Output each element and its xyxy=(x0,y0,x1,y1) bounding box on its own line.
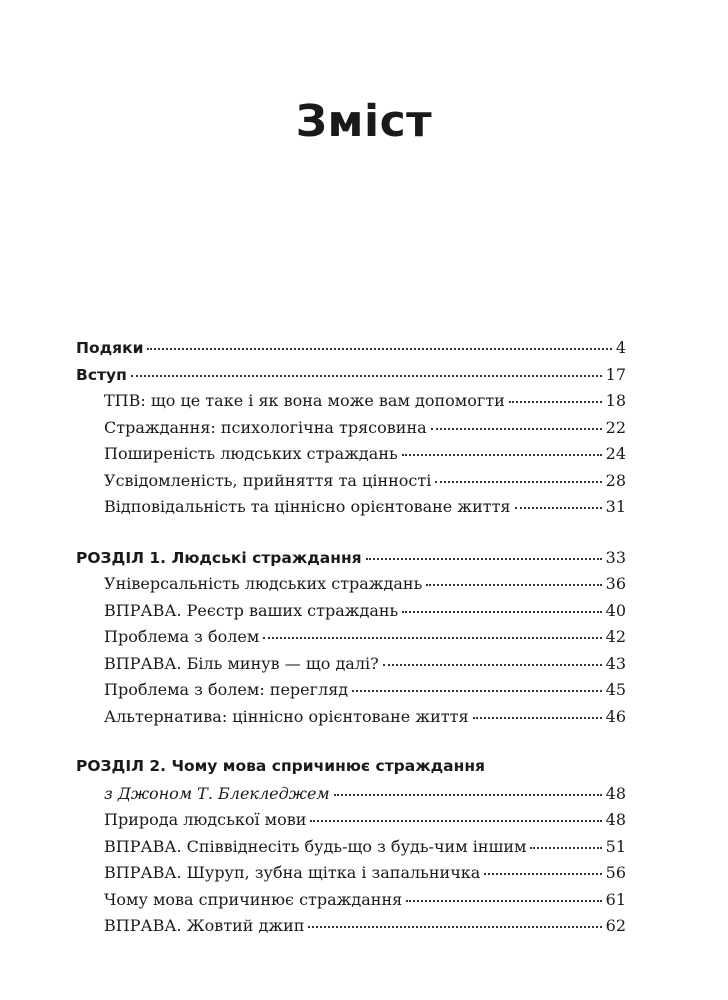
toc-section xyxy=(76,757,626,943)
toc-entry-title: Вступ xyxy=(76,365,127,384)
toc-page-number: 17 xyxy=(605,364,626,384)
toc-page-number: 18 xyxy=(605,391,626,410)
toc-subentry[interactable] xyxy=(76,837,626,864)
toc-subentry[interactable] xyxy=(76,391,626,418)
toc-chapter-entry[interactable] xyxy=(76,365,626,392)
dot-leader xyxy=(308,920,601,928)
toc-section xyxy=(76,548,626,734)
toc-chapter-entry[interactable] xyxy=(76,338,626,365)
dot-leader xyxy=(431,422,602,430)
dot-leader xyxy=(484,867,601,875)
toc-page-number: 43 xyxy=(605,653,626,673)
toc-subentry[interactable] xyxy=(76,810,626,837)
dot-leader xyxy=(334,788,602,796)
dot-leader xyxy=(366,552,602,560)
toc-page-number: 56 xyxy=(605,863,626,882)
toc-entry-title: Страждання: психологічна трясовина xyxy=(104,417,427,437)
toc-subentry[interactable] xyxy=(76,497,626,524)
toc-entry-title: ВПРАВА. Реєстр ваших страждань xyxy=(104,600,399,620)
dot-leader xyxy=(131,369,602,377)
toc-entry-title: Усвідомленість, прийняття та цінності xyxy=(104,470,432,490)
toc-subentry[interactable] xyxy=(76,680,626,707)
toc-entry-title: РОЗДІЛ 1. Людські страждання xyxy=(76,548,362,567)
dot-leader xyxy=(515,501,602,509)
toc-subentry[interactable] xyxy=(76,574,626,601)
toc-page-number: 46 xyxy=(605,706,626,726)
page-title: Зміст xyxy=(295,96,433,147)
toc-entry-title: ВПРАВА. Співвіднесіть будь-що з будь-чим іншим xyxy=(104,836,527,856)
dot-leader xyxy=(435,475,601,483)
toc-entry-title: ТПВ: що це таке і як вона може вам допомогти xyxy=(104,391,505,410)
toc-entry-title: Проблема з болем xyxy=(104,627,260,646)
toc-entry-title: РОЗДІЛ 2. Чому мова спричинює страждання xyxy=(76,757,486,775)
toc-entry-title: Чому мова спричинює страждання xyxy=(104,889,403,909)
toc-page-number: 45 xyxy=(605,680,626,699)
toc-entry-title: Універсальність людських страждань xyxy=(104,574,423,593)
toc-entry-title: Поширеність людських страждань xyxy=(104,444,398,463)
table-of-contents xyxy=(76,338,626,943)
toc-page-number: 62 xyxy=(605,916,626,935)
toc-subentry[interactable] xyxy=(76,601,626,628)
toc-subentry[interactable] xyxy=(76,707,626,734)
toc-page-number: 33 xyxy=(605,547,626,567)
toc-entry-title: Проблема з болем: перегляд xyxy=(104,680,349,699)
dot-leader xyxy=(473,711,602,719)
toc-entry-title: ВПРАВА. Шуруп, зубна щітка і запальничка xyxy=(104,863,481,882)
toc-subentry[interactable] xyxy=(76,784,626,811)
dot-leader xyxy=(509,395,602,403)
toc-page-number: 51 xyxy=(605,836,626,856)
toc-page-number: 31 xyxy=(605,497,626,516)
toc-subentry[interactable] xyxy=(76,916,626,943)
toc-entry-title: Подяки xyxy=(76,339,144,357)
toc-subentry[interactable] xyxy=(76,654,626,681)
toc-page-number: 48 xyxy=(605,810,626,829)
dot-leader xyxy=(402,605,601,613)
dot-leader xyxy=(426,578,601,586)
toc-subentry[interactable] xyxy=(76,863,626,890)
toc-entry-title: Альтернатива: ціннісно орієнтоване життя xyxy=(104,706,469,726)
toc-subentry[interactable] xyxy=(76,471,626,498)
toc-chapter-entry[interactable] xyxy=(76,548,626,575)
dot-leader xyxy=(406,894,601,902)
dot-leader xyxy=(352,684,602,692)
toc-page-number: 61 xyxy=(605,889,626,909)
toc-entry-title: з Джоном Т. Блекледжем xyxy=(104,783,330,803)
toc-subentry[interactable] xyxy=(76,627,626,654)
toc-entry-title: ВПРАВА. Біль минув — що далі? xyxy=(104,653,379,673)
toc-page-number: 22 xyxy=(605,417,626,437)
dot-leader xyxy=(147,342,611,350)
toc-entry-title: Відповідальність та ціннісно орієнтоване життя xyxy=(104,497,511,516)
toc-page-number: 40 xyxy=(605,600,626,620)
toc-chapter-entry[interactable] xyxy=(76,757,626,784)
toc-entry-title: Природа людської мови xyxy=(104,810,307,829)
toc-page-number: 24 xyxy=(605,444,626,463)
toc-page-number: 36 xyxy=(605,574,626,593)
toc-page-number: 42 xyxy=(605,627,626,646)
toc-page-number: 48 xyxy=(605,783,626,803)
dot-leader xyxy=(402,448,602,456)
dot-leader xyxy=(530,841,601,849)
dot-leader xyxy=(383,658,602,666)
dot-leader xyxy=(310,814,601,822)
toc-section xyxy=(76,338,626,524)
toc-subentry[interactable] xyxy=(76,418,626,445)
dot-leader xyxy=(263,631,601,639)
toc-subentry[interactable] xyxy=(76,890,626,917)
toc-page-number: 4 xyxy=(615,338,626,357)
toc-entry-title: ВПРАВА. Жовтий джип xyxy=(104,916,305,935)
toc-subentry[interactable] xyxy=(76,444,626,471)
toc-page-number: 28 xyxy=(605,470,626,490)
